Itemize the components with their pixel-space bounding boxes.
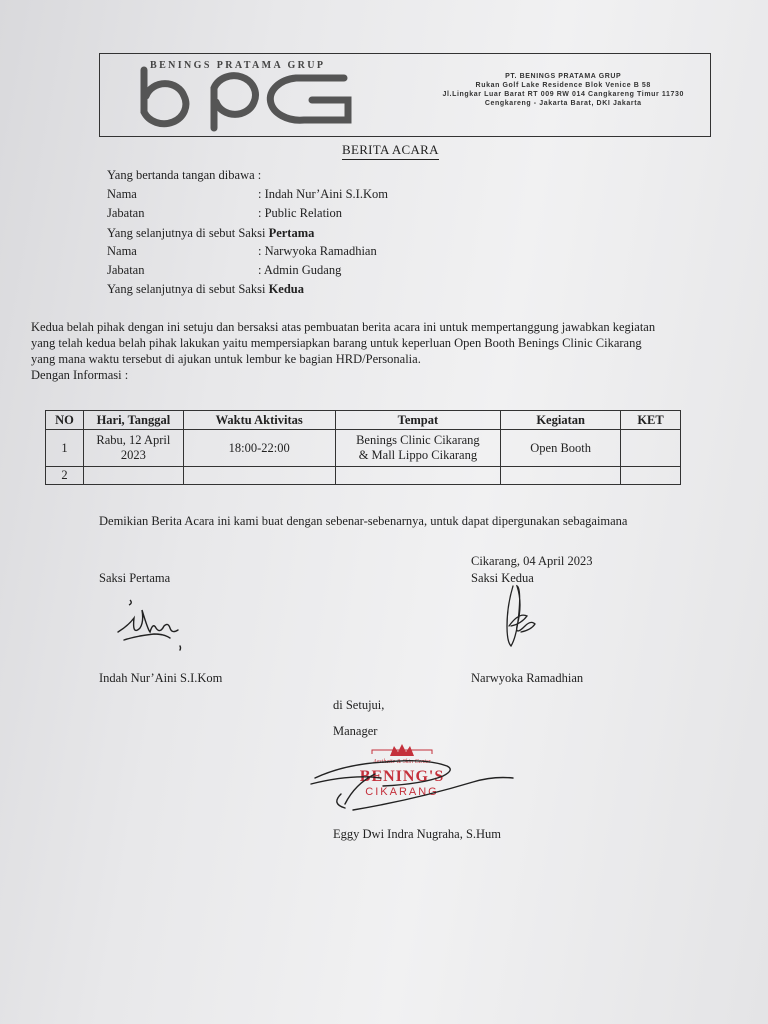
second-name-label: Nama [107, 244, 137, 258]
second-position-label: Jabatan [107, 263, 145, 277]
witness1-label: Saksi Pertama [99, 571, 171, 585]
table-header-row [46, 411, 681, 430]
header-ket: KET [621, 411, 681, 430]
cell-date [83, 430, 183, 467]
first-name-value: : Indah Nur’Aini S.I.Kom [258, 187, 388, 201]
cell-no: 2 [46, 467, 84, 485]
header-place: Tempat [335, 411, 501, 430]
cell-empty [183, 467, 335, 485]
letterhead [99, 53, 711, 137]
stamp-name: BENING'S [359, 768, 445, 785]
cell-place [335, 430, 501, 467]
address-line: Cengkareng - Jakarta Barat, DKI Jakarta [484, 100, 642, 107]
place-line: & Mall Lippo Cikarang [358, 448, 478, 462]
second-name-value: : Narwyoka Ramadhian [258, 244, 377, 258]
witness1-signature-icon [110, 596, 195, 658]
paragraph-line: yang telah kedua belah pihak lakukan yaitu mempersiapkan barang untuk keperluan Open Booth Benings Clinic Cikarang [31, 336, 642, 350]
cell-activity: Open Booth [501, 430, 621, 467]
company-name: PT. BENINGS PRATAMA GRUP [505, 73, 622, 80]
table-row [46, 467, 681, 485]
table-row [46, 430, 681, 467]
manager-signature-icon [305, 744, 525, 822]
intro-text: Yang bertanda tangan dibawa : [107, 168, 262, 182]
address-line: Rukan Golf Lake Residence Blok Venice B 58 [475, 82, 651, 89]
activity-table [45, 410, 681, 485]
company-logo [136, 58, 362, 132]
witness1-name: Indah Nur’Aini S.I.Kom [99, 671, 223, 685]
document-title: BERITA ACARA [342, 142, 439, 160]
first-position-label: Jabatan [107, 206, 145, 220]
witness2-label: Saksi Kedua [471, 571, 534, 585]
logo-text: BENINGS PRATAMA GRUP [150, 60, 326, 71]
header-time: Waktu Aktivitas [183, 411, 335, 430]
reference-text: Yang selanjutnya di sebut Saksi [107, 226, 269, 240]
witness2-signature-icon [495, 582, 545, 662]
approval-role: Manager [333, 724, 378, 738]
reference-bold: Kedua [268, 282, 305, 296]
cell-no: 1 [46, 430, 84, 467]
first-name-label: Nama [107, 187, 137, 201]
paragraph-line: Kedua belah pihak dengan ini setuju dan bersaksi atas pembuatan berita acara ini untuk mempertanggung jawabkan kegiatan [31, 320, 656, 334]
second-reference [107, 282, 304, 297]
date-line: 2023 [120, 448, 146, 462]
cell-time: 18:00-22:00 [183, 430, 335, 467]
cell-empty [621, 467, 681, 485]
paragraph-line: yang mana waktu tersebut di ajukan untuk lembur ke bagian HRD/Personalia. [31, 352, 421, 366]
reference-text: Yang selanjutnya di sebut Saksi [107, 282, 269, 296]
second-position-value: : Admin Gudang [258, 263, 342, 277]
cell-empty [501, 467, 621, 485]
date-line: Rabu, 12 April [96, 433, 171, 447]
first-reference [107, 226, 314, 241]
closing-statement: Demikian Berita Acara ini kami buat dengan sebenar-sebenarnya, untuk dapat dipergunakan sebagaimana [99, 514, 628, 528]
header-activity: Kegiatan [501, 411, 621, 430]
bpg-logo-icon [136, 66, 362, 132]
cell-ket [621, 430, 681, 467]
manager-name: Eggy Dwi Indra Nugraha, S.Hum [333, 827, 502, 841]
stamp-tagline: Aesthetic & Skin Center [373, 759, 431, 765]
place-date: Cikarang, 04 April 2023 [471, 554, 593, 568]
first-position-value: : Public Relation [258, 206, 343, 220]
header-date: Hari, Tanggal [83, 411, 183, 430]
witness2-name: Narwyoka Ramadhian [471, 671, 584, 685]
address-line: Jl.Lingkar Luar Barat RT 009 RW 014 Cangkareng Timur 11730 [442, 91, 684, 98]
statement-paragraph [31, 319, 761, 383]
place-line: Benings Clinic Cikarang [356, 433, 480, 447]
stamp-city: CIKARANG [365, 786, 439, 798]
company-address [442, 72, 684, 108]
cell-empty [335, 467, 501, 485]
header-no: NO [46, 411, 84, 430]
info-label: Dengan Informasi : [31, 368, 129, 382]
approval-label: di Setujui, [333, 698, 385, 712]
reference-bold: Pertama [268, 226, 315, 240]
cell-empty [83, 467, 183, 485]
